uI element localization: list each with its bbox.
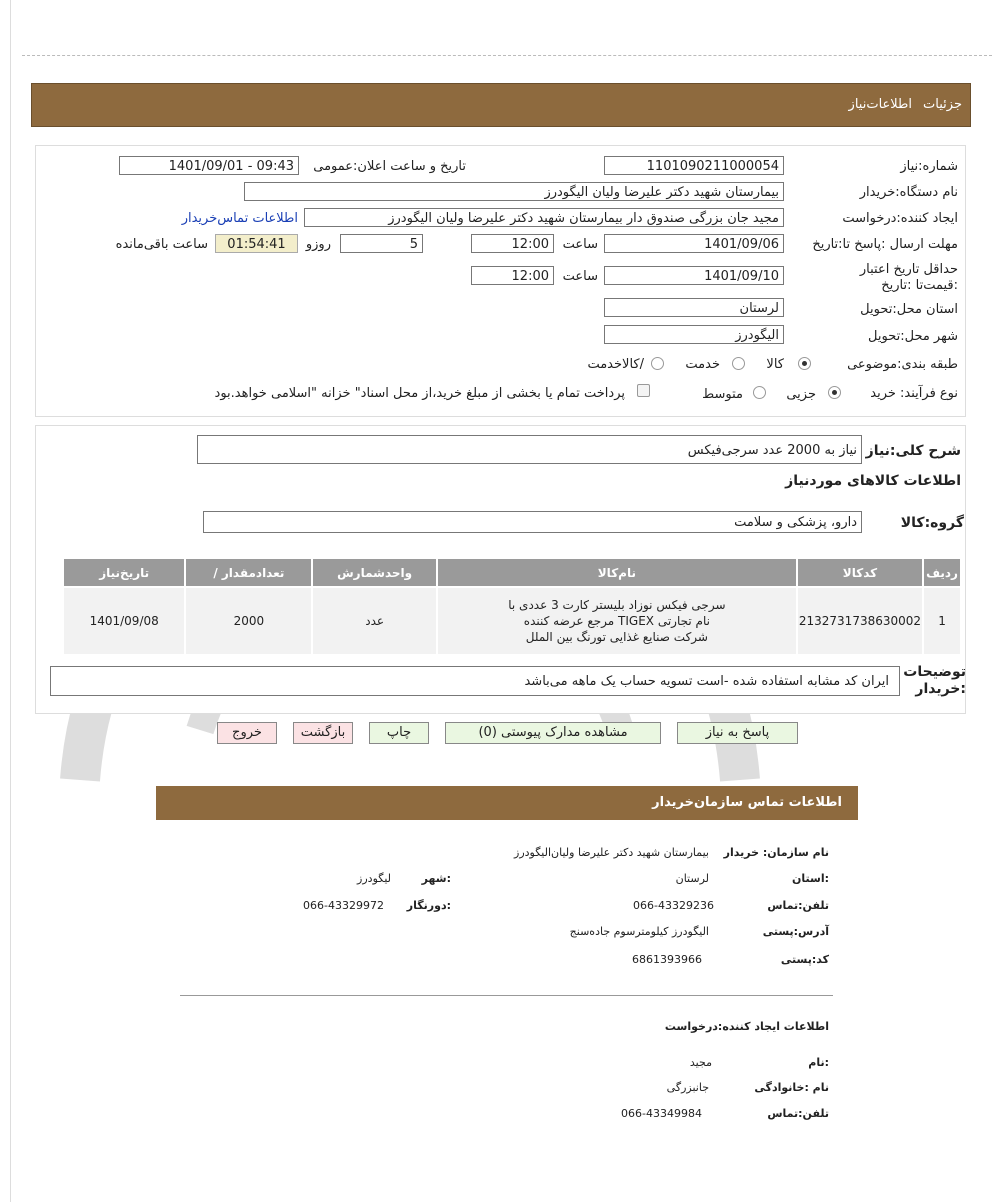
buyer-notes-field: ایران کد مشابه استفاده شده -است تسویه حساب یک ماهه می‌باشد: [50, 666, 900, 696]
cell-unit: عدد: [312, 587, 437, 655]
deadline-label: مهلت ارسال :پاسخ تا:تاریخ: [812, 237, 958, 252]
deadline-time-label: ساعت: [562, 237, 598, 252]
cell-quantity: 2000: [185, 587, 312, 655]
address-label: آدرس:پستی: [762, 925, 829, 938]
city-label: شهر محل:تحویل: [868, 329, 958, 344]
group-label: گروه:کالا: [900, 515, 964, 531]
requester-label: ایجاد کننده:درخواست: [842, 211, 958, 226]
process-label: نوع فرآیند: خرید: [870, 386, 958, 401]
contact-header-bar: [156, 786, 858, 820]
payment-note: پرداخت تمام یا بخشی از مبلغ خرید،از محل اسناد" خزانه "اسلامی خواهد.بود: [214, 386, 625, 401]
category-option-goods: کالا: [766, 357, 784, 372]
requester-field: مجید جان بزرگی صندوق دار بیمارستان شهید دکتر علیرضا ولیان الیگودرز: [304, 208, 784, 227]
postal-value: 6861393966: [632, 953, 702, 966]
city-contact-value: لیگودرز: [357, 872, 391, 885]
col-goods-name: نام‌کالا: [437, 558, 797, 587]
description-field: نیاز به 2000 عدد سرجی‌فیکس: [197, 435, 862, 464]
category-label: طبقه بندی:موضوعی: [847, 357, 958, 372]
province-contact-label: :استان: [792, 872, 829, 885]
postal-label: کد:پستی: [780, 953, 829, 966]
need-number-label: شماره:نیاز: [900, 159, 958, 174]
table-row: [63, 587, 961, 655]
creator-phone-value: 066-43349984: [621, 1107, 702, 1120]
process-radio-minor[interactable]: [828, 386, 841, 399]
name-label: :نام: [808, 1056, 829, 1069]
need-number-field: 1101090211000054: [604, 156, 784, 175]
address-value: الیگودرز کیلومترسوم جاده‌سنج: [569, 925, 709, 938]
reply-button[interactable]: پاسخ به نیاز: [677, 722, 798, 744]
cell-row: 1: [923, 587, 961, 655]
contact-title: اطلاعات تماس سازمان‌خریدار: [652, 795, 842, 810]
fax-label: :دورنگار: [406, 899, 451, 912]
exit-button[interactable]: خروج: [217, 722, 277, 744]
top-divider: [22, 55, 992, 56]
fax-value: 066-43329972: [303, 899, 384, 912]
group-field: دارو، پزشکی و سلامت: [203, 511, 862, 533]
back-button[interactable]: بازگشت: [293, 722, 353, 744]
contact-divider: [180, 995, 833, 996]
validity-time-label: ساعت: [562, 269, 598, 284]
category-radio-goods[interactable]: [798, 357, 811, 370]
city-contact-label: :شهر: [421, 872, 451, 885]
days-field: 5: [340, 234, 423, 253]
phone-label: تلفن:تماس: [767, 899, 829, 912]
process-option-minor: جزیی: [786, 387, 816, 402]
category-radio-service[interactable]: [732, 357, 745, 370]
name-value: مجید: [689, 1056, 712, 1069]
category-option-both: /کالاخدمت: [587, 357, 644, 372]
category-radio-both[interactable]: [651, 357, 664, 370]
validity-date-field: 1401/09/10: [604, 266, 784, 285]
province-label: استان محل:تحویل: [860, 302, 958, 317]
print-button[interactable]: چاپ: [369, 722, 429, 744]
family-label: نام :خانوادگی: [754, 1081, 829, 1094]
col-row: ردیف: [923, 558, 961, 587]
deadline-date-field: 1401/09/06: [604, 234, 784, 253]
buyer-notes-label: توضیحات :خریدار: [903, 664, 966, 697]
remaining-timer: 01:54:41: [215, 234, 298, 253]
description-label: شرح کلی:نیاز: [865, 443, 961, 459]
province-contact-value: لرستان: [675, 872, 709, 885]
validity-label: حداقل تاریخ اعتبار :قیمت‌تا :تاریخ: [859, 262, 958, 293]
buyer-org-field: بیمارستان شهید دکتر علیرضا ولیان الیگودرز: [244, 182, 784, 201]
tab-need-info[interactable]: اطلاعات‌نیاز: [848, 97, 912, 112]
announce-field: 1401/09/01 - 09:43: [119, 156, 299, 175]
days-label: روزو: [305, 237, 331, 252]
cell-need-date: 1401/09/08: [63, 587, 185, 655]
goods-title: اطلاعات کالاهای موردنیاز: [785, 473, 961, 489]
validity-time-field: 12:00: [471, 266, 554, 285]
cell-goods-code: 2132731738630002: [797, 587, 923, 655]
announce-label: تاریخ و ساعت اعلان:عمومی: [313, 159, 466, 174]
category-option-service: خدمت: [685, 357, 720, 372]
phone-value: 066-43329236: [633, 899, 714, 912]
remaining-label: ساعت باقی‌مانده: [115, 237, 208, 252]
province-field: لرستان: [604, 298, 784, 317]
page-left-border: [10, 0, 11, 1202]
creator-phone-label: تلفن:تماس: [767, 1107, 829, 1120]
col-unit: واحدشمارش: [312, 558, 437, 587]
col-need-date: تاریخ‌نیاز: [63, 558, 185, 587]
creator-title: اطلاعات ایجاد کننده:درخواست: [664, 1020, 829, 1033]
col-quantity: / تعدادمقدار: [185, 558, 312, 587]
process-option-medium: متوسط: [702, 387, 743, 402]
goods-table: [62, 557, 962, 656]
city-field: الیگودرز: [604, 325, 784, 344]
process-radio-medium[interactable]: [753, 386, 766, 399]
details-header-bar: [31, 83, 971, 127]
cell-goods-name: سرجی فیکس نوزاد بلیستر کارت 3 عددی با نام تجارتی TIGEX مرجع عرضه کننده شرکت صنایع غذایی تورنگ بین الملل: [437, 587, 797, 655]
buyer-contact-link[interactable]: اطلاعات تماس‌خریدار: [181, 211, 298, 226]
org-label: نام سازمان: خریدار: [723, 846, 829, 859]
col-goods-code: کدکالا: [797, 558, 923, 587]
family-value: جانبزرگی: [666, 1081, 709, 1094]
org-value: بیمارستان شهید دکتر علیرضا ولیان‌الیگودرز: [514, 846, 709, 859]
deadline-time-field: 12:00: [471, 234, 554, 253]
buyer-org-label: نام دستگاه:خریدار: [859, 185, 958, 200]
tab-details[interactable]: جزئیات: [923, 97, 962, 112]
payment-checkbox[interactable]: [637, 384, 650, 397]
attachments-button[interactable]: مشاهده مدارک پیوستی (0): [445, 722, 661, 744]
